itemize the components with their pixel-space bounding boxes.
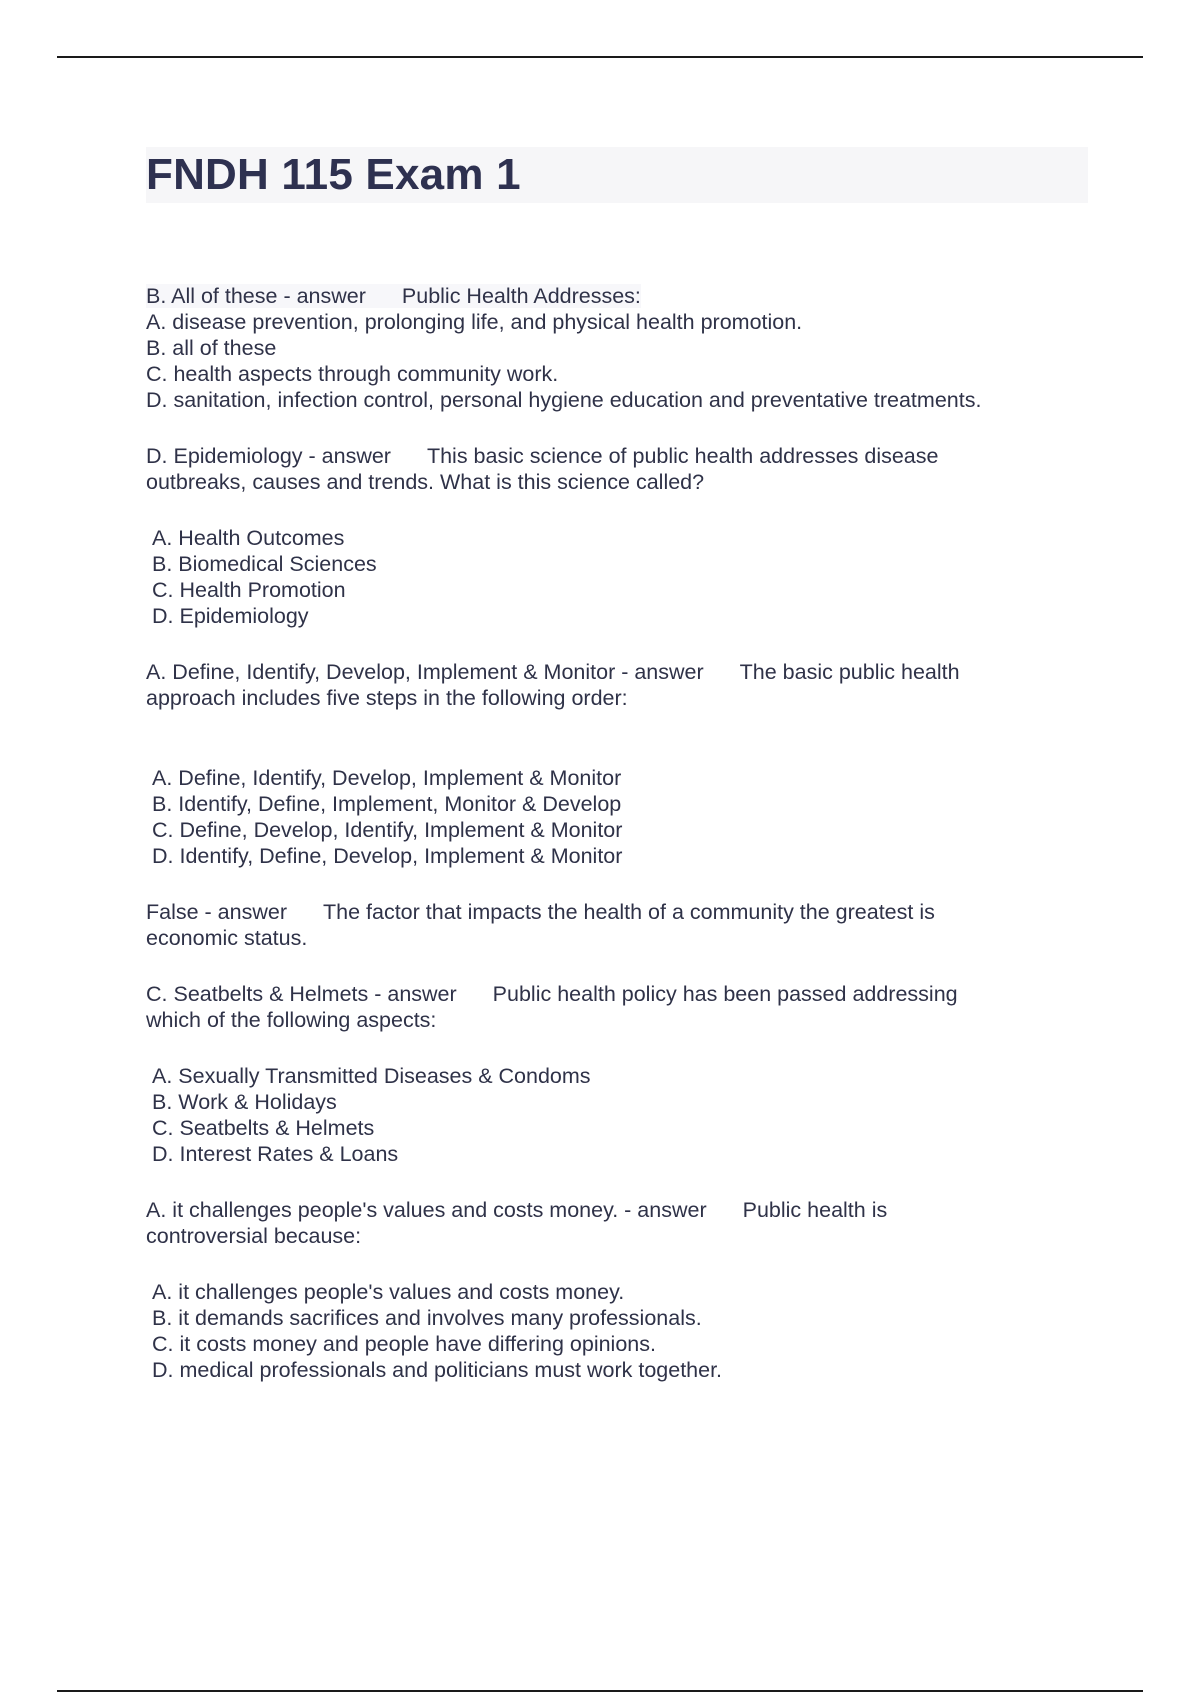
answer-text: B. All of these - answer	[146, 284, 366, 308]
document-page	[146, 147, 1088, 1413]
options-list-2	[146, 525, 1088, 629]
page-title: FNDH 115 Exam 1	[146, 150, 521, 199]
top-rule	[57, 56, 1143, 58]
question-text-cont: economic status.	[146, 926, 308, 950]
question-item-1	[146, 283, 1088, 413]
answer-text: A. Define, Identify, Develop, Implement & Monitor - answer	[146, 660, 704, 684]
question-text-cont: which of the following aspects:	[146, 1008, 437, 1032]
option: B. Identify, Define, Implement, Monitor & Develop	[152, 792, 622, 816]
option: B. Biomedical Sciences	[152, 552, 377, 576]
option: D. Identify, Define, Develop, Implement & Monitor	[152, 844, 623, 868]
answer-text: False - answer	[146, 900, 287, 924]
answer-question-line	[146, 659, 1088, 685]
question-item-2	[146, 443, 1088, 495]
options-list-6	[146, 1279, 1088, 1383]
option: D. Interest Rates & Loans	[152, 1142, 399, 1166]
option: C. Seatbelts & Helmets	[152, 1116, 375, 1140]
question-text: The factor that impacts the health of a community the greatest is	[323, 900, 935, 924]
question-text: The basic public health	[739, 660, 960, 684]
option: D. medical professionals and politicians must work together.	[152, 1358, 723, 1382]
question-text-cont: approach includes five steps in the following order:	[146, 686, 628, 710]
option: A. Sexually Transmitted Diseases & Condoms	[152, 1064, 591, 1088]
question-item-5	[146, 981, 1088, 1033]
bottom-rule	[57, 1690, 1143, 1692]
option: D. sanitation, infection control, personal hygiene education and preventative treatments.	[146, 388, 982, 412]
answer-text: D. Epidemiology - answer	[146, 444, 391, 468]
option: B. Work & Holidays	[152, 1090, 337, 1114]
question-text: Public Health Addresses:	[401, 284, 641, 308]
answer-question-line	[146, 443, 1088, 469]
options-list-3	[146, 765, 1088, 869]
option: C. it costs money and people have differing opinions.	[152, 1332, 656, 1356]
option: B. it demands sacrifices and involves many professionals.	[152, 1306, 702, 1330]
option: D. Epidemiology	[152, 604, 309, 628]
question-text-cont: controversial because:	[146, 1224, 362, 1248]
question-text-cont: outbreaks, causes and trends. What is this science called?	[146, 470, 705, 494]
option: C. Health Promotion	[152, 578, 346, 602]
option: C. Define, Develop, Identify, Implement & Monitor	[152, 818, 623, 842]
option: A. Define, Identify, Develop, Implement & Monitor	[152, 766, 622, 790]
answer-question-line	[146, 899, 1088, 925]
question-item-6	[146, 1197, 1088, 1249]
option: A. it challenges people's values and costs money.	[152, 1280, 625, 1304]
option: A. Health Outcomes	[152, 526, 345, 550]
question-text: This basic science of public health addresses disease	[426, 444, 939, 468]
option: B. all of these	[146, 336, 277, 360]
question-item-4	[146, 899, 1088, 951]
question-text: Public health policy has been passed addressing	[492, 982, 958, 1006]
option: C. health aspects through community work.	[146, 362, 559, 386]
question-item-3	[146, 659, 1088, 711]
answer-text: A. it challenges people's values and costs money. - answer	[146, 1198, 707, 1222]
exam-content	[146, 283, 1088, 1383]
answer-question-line	[146, 1197, 1088, 1223]
option: A. disease prevention, prolonging life, and physical health promotion.	[146, 310, 803, 334]
answer-question-line	[146, 981, 1088, 1007]
question-text: Public health is	[742, 1198, 888, 1222]
options-list-5	[146, 1063, 1088, 1167]
answer-question-line	[146, 284, 641, 308]
answer-text: C. Seatbelts & Helmets - answer	[146, 982, 457, 1006]
title-band	[146, 147, 1088, 203]
